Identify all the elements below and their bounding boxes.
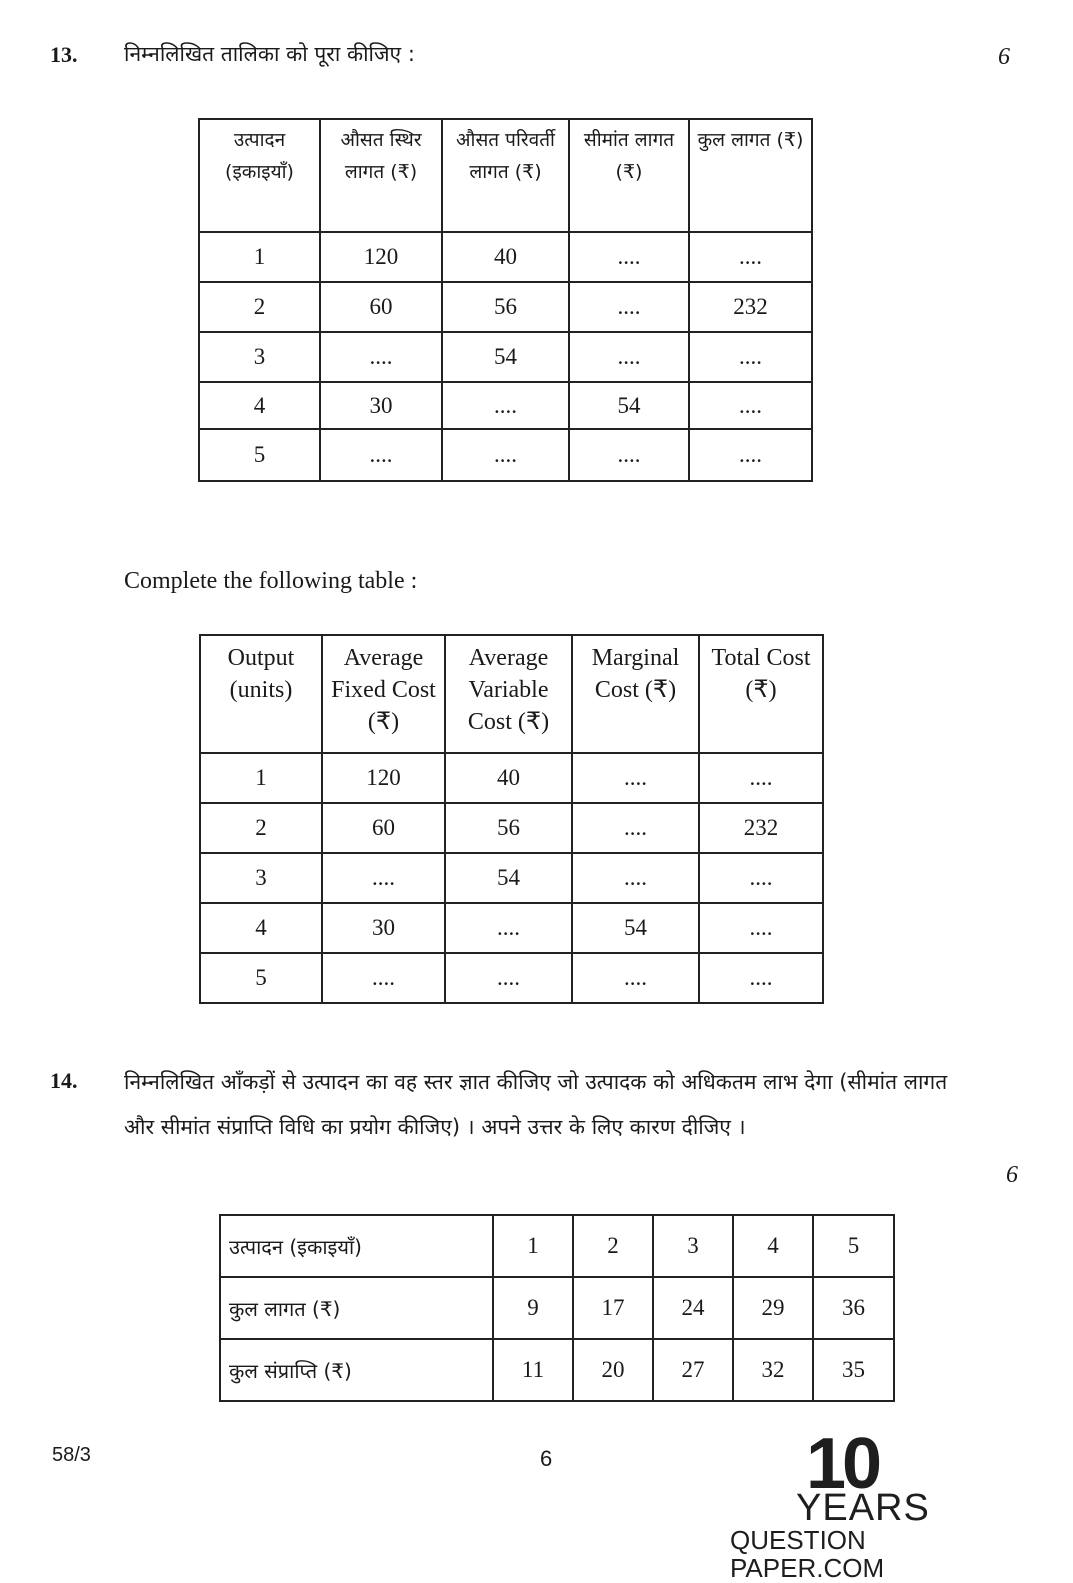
table-cell: 3 [653, 1215, 733, 1277]
table-cell: 60 [320, 282, 442, 332]
table-cell: .... [699, 753, 823, 803]
site-logo [730, 1424, 970, 1583]
table-cell: 4 [199, 382, 320, 429]
table-cell: .... [320, 429, 442, 481]
logo-number: 10 [806, 1424, 879, 1504]
table-cell: 1 [199, 232, 320, 282]
table-row [200, 753, 823, 803]
header-marginal-cost: Marginal Cost (₹) [572, 635, 699, 753]
table-cell: .... [442, 429, 569, 481]
english-cost-table [199, 634, 824, 1004]
table-cell: 54 [572, 903, 699, 953]
header-average-fixed-cost: औसत स्थिर लागत (₹) [320, 119, 442, 232]
table-row [199, 332, 812, 382]
header-average-variable-cost: Average Variable Cost (₹) [445, 635, 572, 753]
table-row [199, 232, 812, 282]
table-cell: .... [699, 953, 823, 1003]
table-cell: 60 [322, 803, 445, 853]
table-row [220, 1215, 894, 1277]
table-cell: .... [572, 753, 699, 803]
table-cell: 1 [200, 753, 322, 803]
table-cell: .... [445, 953, 572, 1003]
table-cell: .... [445, 903, 572, 953]
logo-years: YEARS [796, 1487, 930, 1529]
table-cell: .... [442, 382, 569, 429]
table-cell: 2 [573, 1215, 653, 1277]
table-row [220, 1339, 894, 1401]
table-cell: 5 [199, 429, 320, 481]
table-cell: 20 [573, 1339, 653, 1401]
table-row [200, 853, 823, 903]
table-cell: 11 [493, 1339, 573, 1401]
question-13-english-prompt: Complete the following table : [124, 568, 418, 594]
row-label-total-revenue: कुल संप्राप्ति (₹) [220, 1339, 493, 1401]
question-13-number: 13. [50, 42, 78, 67]
table-cell: 3 [200, 853, 322, 903]
table-cell: 56 [445, 803, 572, 853]
table-cell: .... [569, 429, 689, 481]
table-cell: 30 [320, 382, 442, 429]
table-row [200, 803, 823, 853]
hindi-cost-table [198, 118, 813, 482]
table-row [199, 382, 812, 429]
paper-code: 58/3 [52, 1444, 91, 1466]
logo-site: QUESTION PAPER.COM [730, 1525, 885, 1583]
table-cell: .... [320, 332, 442, 382]
table-cell: .... [689, 382, 812, 429]
table-cell: 27 [653, 1339, 733, 1401]
question-14-marks: 6 [1006, 1162, 1018, 1188]
profit-data-table [219, 1214, 895, 1402]
table-cell: 232 [689, 282, 812, 332]
table-cell: 9 [493, 1277, 573, 1339]
table-cell: .... [572, 803, 699, 853]
table-cell: .... [569, 232, 689, 282]
table-cell: 232 [699, 803, 823, 853]
table-cell: .... [572, 953, 699, 1003]
table-row [200, 953, 823, 1003]
table-row [220, 1277, 894, 1339]
table-cell: .... [569, 282, 689, 332]
header-average-fixed-cost: Average Fixed Cost (₹) [322, 635, 445, 753]
table-cell: 29 [733, 1277, 813, 1339]
table-cell: 120 [320, 232, 442, 282]
table-row [199, 429, 812, 481]
table-header-row [200, 635, 823, 753]
table-cell: .... [699, 853, 823, 903]
table-cell: .... [322, 953, 445, 1003]
table-cell: 2 [200, 803, 322, 853]
table-cell: 54 [442, 332, 569, 382]
table-cell: 17 [573, 1277, 653, 1339]
question-14-number: 14. [50, 1068, 78, 1093]
table-cell: 54 [569, 382, 689, 429]
question-13-hindi-prompt: निम्नलिखित तालिका को पूरा कीजिए : [124, 42, 415, 66]
header-marginal-cost: सीमांत लागत (₹) [569, 119, 689, 232]
header-total-cost: कुल लागत (₹) [689, 119, 812, 232]
row-label-output: उत्पादन (इकाइयाँ) [220, 1215, 493, 1277]
table-cell: 1 [493, 1215, 573, 1277]
table-cell: 32 [733, 1339, 813, 1401]
table-cell: 40 [442, 232, 569, 282]
table-cell: 30 [322, 903, 445, 953]
table-cell: 2 [199, 282, 320, 332]
table-cell: .... [689, 429, 812, 481]
question-13-marks: 6 [998, 44, 1010, 70]
table-cell: 56 [442, 282, 569, 332]
table-cell: .... [689, 332, 812, 382]
table-cell: 4 [733, 1215, 813, 1277]
header-output: Output (units) [200, 635, 322, 753]
table-cell: 4 [200, 903, 322, 953]
row-label-total-cost: कुल लागत (₹) [220, 1277, 493, 1339]
header-total-cost: Total Cost (₹) [699, 635, 823, 753]
table-cell: 36 [813, 1277, 894, 1339]
table-row [200, 903, 823, 953]
table-cell: 40 [445, 753, 572, 803]
table-cell: .... [699, 903, 823, 953]
table-cell: 5 [200, 953, 322, 1003]
table-header-row [199, 119, 812, 232]
page-number: 6 [540, 1446, 553, 1471]
table-cell: 54 [445, 853, 572, 903]
table-cell: 120 [322, 753, 445, 803]
table-cell: 5 [813, 1215, 894, 1277]
table-row [199, 282, 812, 332]
table-cell: .... [689, 232, 812, 282]
table-cell: 3 [199, 332, 320, 382]
question-14-text: निम्नलिखित आँकड़ों से उत्पादन का वह स्तर ज्ञात कीजिए जो उत्पादक को अधिकतम लाभ देगा (सीमांत लागत और सीमांत संप्राप्ति विधि का प्रयोग कीजिए) । अपने उत्तर के लिए कारण दीजिए । [124, 1070, 948, 1139]
table-cell: .... [572, 853, 699, 903]
header-output: उत्पादन (इकाइयाँ) [199, 119, 320, 232]
header-average-variable-cost: औसत परिवर्ती लागत (₹) [442, 119, 569, 232]
table-cell: 35 [813, 1339, 894, 1401]
table-cell: 24 [653, 1277, 733, 1339]
table-cell: .... [322, 853, 445, 903]
table-cell: .... [569, 332, 689, 382]
